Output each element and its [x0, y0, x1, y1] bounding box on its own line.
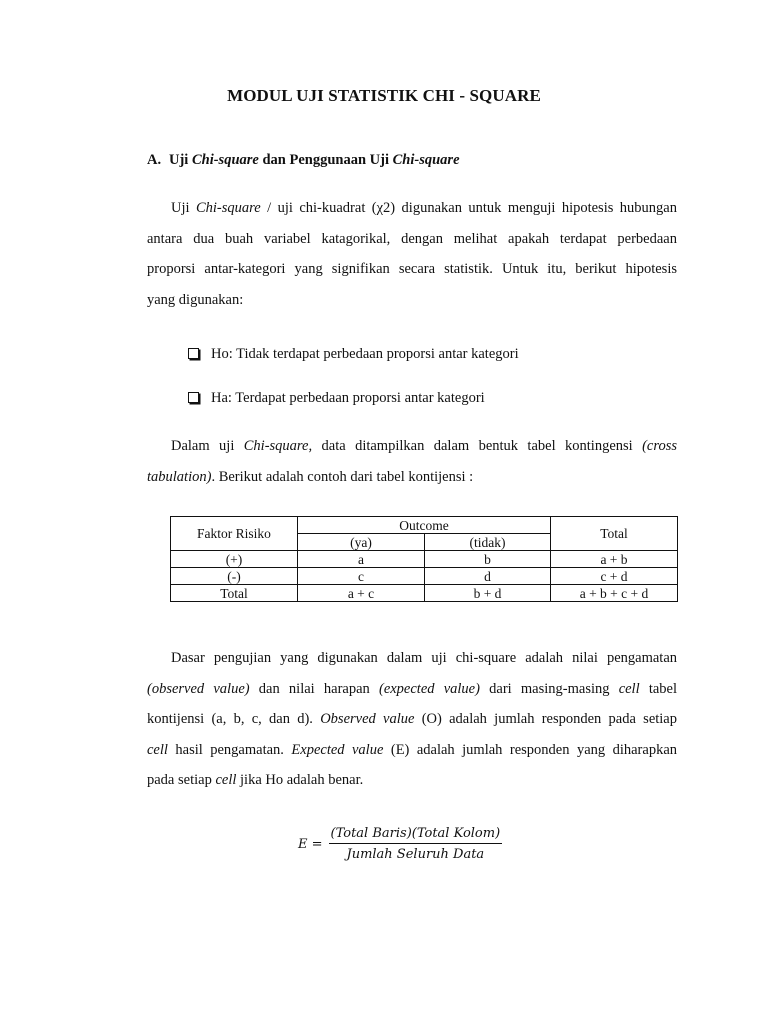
text-span: dari masing-masing [479, 680, 619, 697]
table-cell: Total [171, 585, 298, 602]
text-span: kontijensi (a, b, c, dan d). [147, 711, 321, 727]
paragraph-line [147, 681, 677, 712]
formula-lhs: E = [298, 836, 323, 852]
table-cell: (+) [171, 551, 298, 568]
contingency-table [170, 516, 678, 602]
header-tidak: (tidak) [425, 534, 551, 551]
paragraph-line [147, 711, 677, 742]
paragraph-table-intro [147, 438, 677, 499]
formula-denominator: Jumlah Seluruh Data [346, 847, 485, 862]
formula-fraction [329, 826, 503, 862]
section-text-3: dan Penggunaan Uji [258, 152, 393, 168]
table-cell: d [425, 568, 551, 585]
table-cell: c [298, 568, 425, 585]
text-span: (observed value) [147, 680, 250, 697]
table-cell: (-) [171, 568, 298, 585]
paragraph-line: antara dua buah variabel katagorikal, dengan melihat apakah terdapat perbedaan [147, 230, 677, 247]
paragraph-line [147, 438, 677, 469]
paragraph-line: yang digunakan: [147, 291, 244, 308]
text-span: Observed value [320, 711, 415, 727]
checkbox-bullet-icon [188, 392, 199, 403]
paragraph-line: proporsi antar-kategori yang signifikan secara statistik. Untuk itu, berikut hipotesis [147, 261, 677, 277]
table-cell: b + d [425, 585, 551, 602]
checkbox-bullet-icon [188, 348, 199, 359]
header-total: Total [551, 517, 678, 551]
text-span: Expected value [291, 741, 384, 758]
header-factor: Faktor Risiko [171, 517, 298, 551]
table-cell: a + b [551, 551, 678, 568]
header-outcome: Outcome [298, 517, 551, 534]
text-span: (expected value) [378, 680, 480, 697]
text-span: tabulation) [147, 468, 212, 485]
text-span: Chi-square [195, 200, 261, 216]
paragraph-line [147, 200, 677, 231]
section-heading [147, 152, 460, 169]
page-title: MODUL UJI STATISTIK CHI - SQUARE [227, 86, 541, 105]
text-span: Chi-square, [243, 438, 313, 454]
bullet-text: Ho: Tidak terdapat perbedaan proporsi antar kategori [211, 346, 519, 362]
section-number: A. [147, 152, 162, 168]
expected-value-formula [298, 826, 502, 862]
table-cell: b [425, 551, 551, 568]
formula-numerator: (Total Baris)(Total Kolom) [329, 826, 503, 844]
table-cell: c + d [551, 568, 678, 585]
text-span: dan nilai harapan [249, 680, 379, 697]
paragraph-line [147, 742, 677, 773]
header-ya: (ya) [298, 534, 425, 551]
text-span: cell [147, 741, 168, 758]
text-span: cell [618, 680, 640, 697]
table-cell: a [298, 551, 425, 568]
section-text-4: Chi-square [392, 152, 460, 168]
text-span: tabel [639, 680, 677, 697]
table-row [171, 551, 678, 568]
text-span: Uji [171, 200, 196, 216]
text-span: pada setiap [147, 772, 216, 788]
text-span: jika Ho adalah benar. [236, 772, 364, 788]
text-span: data ditampilkan dalam bentuk tabel kontingensi [312, 438, 643, 454]
text-span: cell [215, 772, 237, 788]
table-row [171, 585, 678, 602]
paragraph-observed-expected [147, 650, 677, 803]
paragraph-line: Dasar pengujian yang digunakan dalam uji chi-square adalah nilai pengamatan [171, 650, 677, 666]
text-span: . Berikut adalah contoh dari tabel kontijensi : [211, 468, 474, 485]
table-cell: a + b + c + d [551, 585, 678, 602]
text-span: (O) adalah jumlah responden pada setiap [414, 711, 677, 727]
table-header-row [171, 517, 678, 534]
text-span: (cross [642, 438, 677, 454]
text-span: Dalam uji [171, 438, 244, 454]
text-span: / uji chi-kuadrat (χ2) digunakan untuk menguji hipotesis hubungan [260, 200, 677, 216]
section-text-1: Uji [169, 152, 192, 168]
text-span: hasil pengamatan. [167, 741, 292, 758]
bullet-text: Ha: Terdapat perbedaan proporsi antar kategori [211, 390, 485, 406]
paragraph-intro [147, 200, 677, 322]
paragraph-line [147, 469, 677, 500]
bullet-ho [188, 346, 519, 363]
bullet-ha [188, 390, 485, 407]
table-cell: a + c [298, 585, 425, 602]
section-text-2: Chi-square [191, 152, 259, 168]
table-row [171, 568, 678, 585]
text-span: (E) adalah jumlah responden yang diharapkan [383, 741, 678, 758]
paragraph-line [147, 772, 677, 803]
